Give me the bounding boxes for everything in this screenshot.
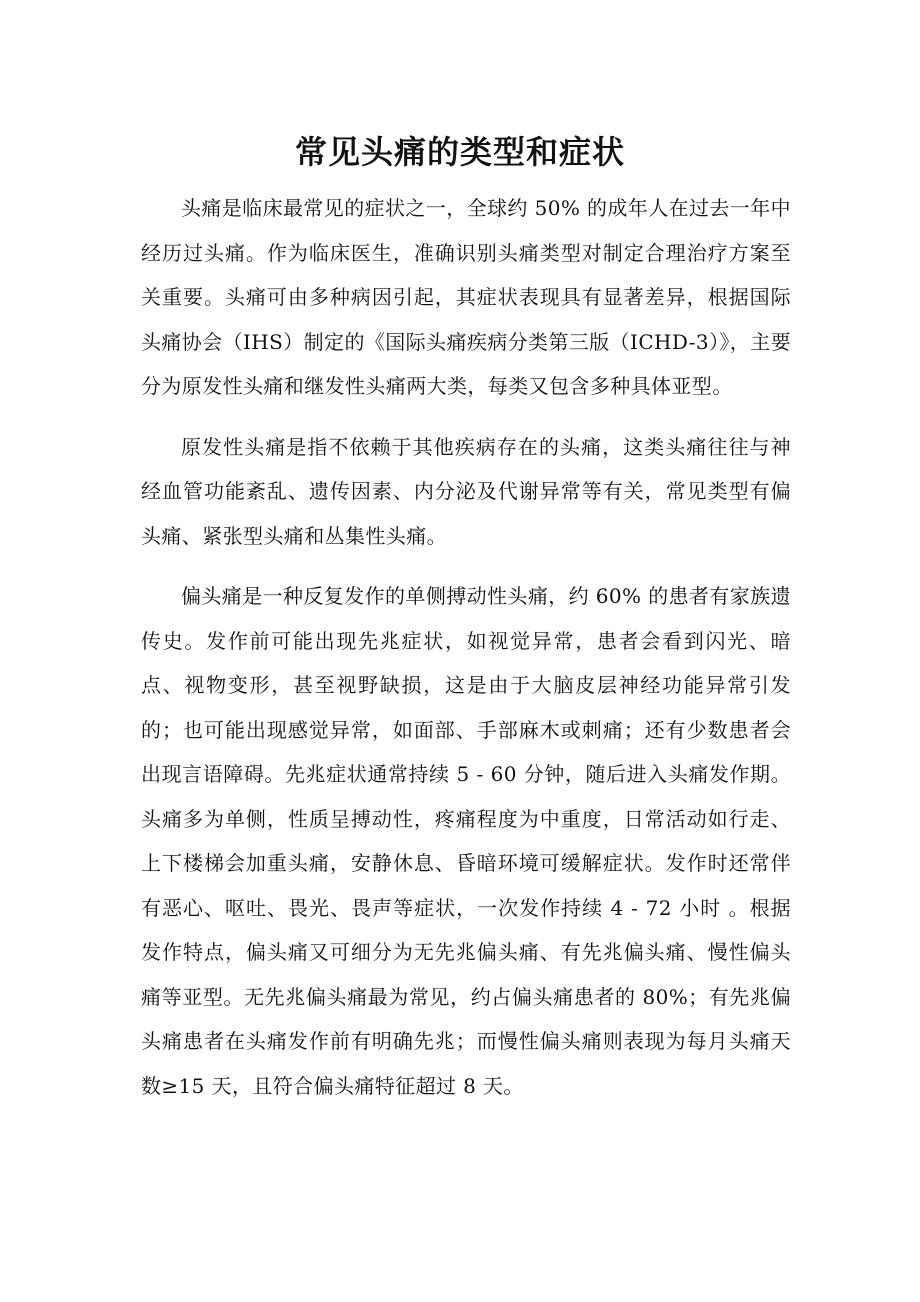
paragraph-primary-headache: 原发性头痛是指不依赖于其他疾病存在的头痛，这类头痛往往与神经血管功能紊乱、遗传因素、内分泌及代谢异常等有关，常见类型有偏头痛、紧张型头痛和丛集性头痛。 bbox=[141, 434, 791, 548]
document-title: 常见头痛的类型和症状 bbox=[294, 133, 625, 171]
paragraph-intro: 头痛是临床最常见的症状之一，全球约 50% 的成年人在过去一年中经历过头痛。作为临床医生，准确识别头痛类型对制定合理治疗方案至关重要。头痛可由多种病因引起，其症状表现具有显著差异，根据国际头痛协会（IHS）制定的《国际头痛疾病分类第三版（ICHD-3）》，主要分为原发性头痛和继发性头痛两大类，每类又包含多种具体亚型。 bbox=[141, 196, 791, 398]
paragraph-migraine: 偏头痛是一种反复发作的单侧搏动性头痛，约 60% 的患者有家族遗传史。发作前可能出现先兆症状，如视觉异常，患者会看到闪光、暗点、视物变形，甚至视野缺损，这是由于大脑皮层神经功能异常引发的；也可能出现感觉异常，如面部、手部麻木或刺痛；还有少数患者会出现言语障碍。先兆症状通常持续 5 - 60 分钟，随后进入头痛发作期。头痛多为单侧，性质呈搏动性，疼痛程度为中重度，日常活动如行走、上下楼梯会加重头痛，安静休息、昏暗环境可缓解症状。发作时还常伴有恶心、呕吐、畏光、畏声等症状，一次发作持续 4 - 72 小时 。根据发作特点，偏头痛又可细分为无先兆偏头痛、有先兆偏头痛、慢性偏头痛等亚型。无先兆偏头痛最为常见，约占偏头痛患者的 80%；有先兆偏头痛患者在头痛发作前有明确先兆；而慢性偏头痛则表现为每月头痛天数≥15 天，且符合偏头痛特征超过 8 天。 bbox=[141, 584, 791, 1098]
document-body bbox=[141, 186, 791, 1124]
